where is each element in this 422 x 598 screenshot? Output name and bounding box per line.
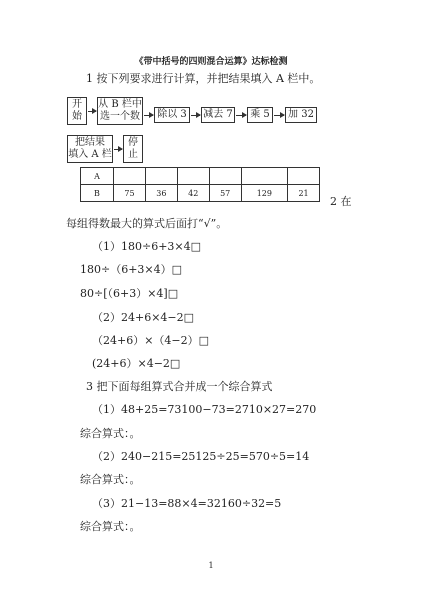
flow-pick-box: 从 B 栏中 选一个数 [97, 97, 143, 125]
row-a-label: A [81, 168, 114, 185]
arrow-icon [88, 111, 96, 112]
b-value-cell: 75 [114, 185, 146, 202]
q3-answer-line: 综合算式：。 [80, 473, 141, 486]
flow-fill-box: 把结果 填入 A 栏 [67, 135, 113, 163]
answer-cell[interactable] [209, 168, 241, 185]
flow-multiply-box: 乘 5 [247, 107, 273, 123]
ab-table [80, 167, 320, 202]
arrow-icon [144, 115, 153, 116]
q3-answer-line: 综合算式：。 [80, 427, 141, 440]
q3-line: （3）21−13=88×4=32160÷32=5 [92, 497, 282, 510]
table-row-b [81, 185, 320, 202]
arrow-icon [114, 149, 122, 150]
q1-instruction: 1 按下列要求进行计算，并把结果填入 A 栏中。 [86, 72, 321, 85]
b-value-cell: 21 [288, 185, 320, 202]
q2-instruction: 每组得数最大的算式后面打“√”。 [66, 217, 228, 230]
answer-cell[interactable] [177, 168, 209, 185]
q2-line: 80÷[（6+3）×4]□ [80, 287, 179, 300]
q2-number: 2 在 [330, 195, 352, 208]
q3-line: （1）48+25=73100−73=2710×27=270 [92, 403, 317, 416]
q3-line: （2）240−215=25125÷25=570÷5=14 [92, 450, 310, 463]
answer-cell[interactable] [114, 168, 146, 185]
row-b-label: B [81, 185, 114, 202]
q2-line: （2）24+6×4−2□ [92, 311, 195, 324]
answer-cell[interactable] [288, 168, 320, 185]
flow-stop-box: 停 止 [123, 135, 143, 163]
answer-cell[interactable] [145, 168, 177, 185]
flow-divide-box: 除以 3 [154, 107, 190, 123]
flow-add-box: 加 32 [285, 107, 317, 123]
b-value-cell: 36 [145, 185, 177, 202]
q3-instruction: 3 把下面每组算式合并成一个综合算式 [86, 380, 273, 393]
b-value-cell: 42 [177, 185, 209, 202]
arrow-icon [236, 115, 246, 116]
q2-line: （24+6）×（4−2）□ [92, 334, 210, 347]
q2-line: (24+6）×4−2□ [92, 357, 181, 370]
arrow-icon [274, 115, 284, 116]
document-title: 《带中括号的四则混合运算》达标检测 [134, 57, 288, 67]
b-value-cell: 57 [209, 185, 241, 202]
q2-line: 180÷（6+3×4）□ [80, 263, 183, 276]
b-value-cell: 129 [241, 185, 287, 202]
flow-start-box: 开 始 [67, 97, 87, 125]
flow-subtract-box: 减去 7 [201, 107, 235, 123]
arrow-icon [191, 115, 200, 116]
q3-answer-line: 综合算式：。 [80, 520, 141, 533]
answer-cell[interactable] [241, 168, 287, 185]
table-row-a [81, 168, 320, 185]
q2-line: （1）180÷6+3×4□ [92, 240, 202, 253]
page-number: 1 [208, 561, 214, 570]
